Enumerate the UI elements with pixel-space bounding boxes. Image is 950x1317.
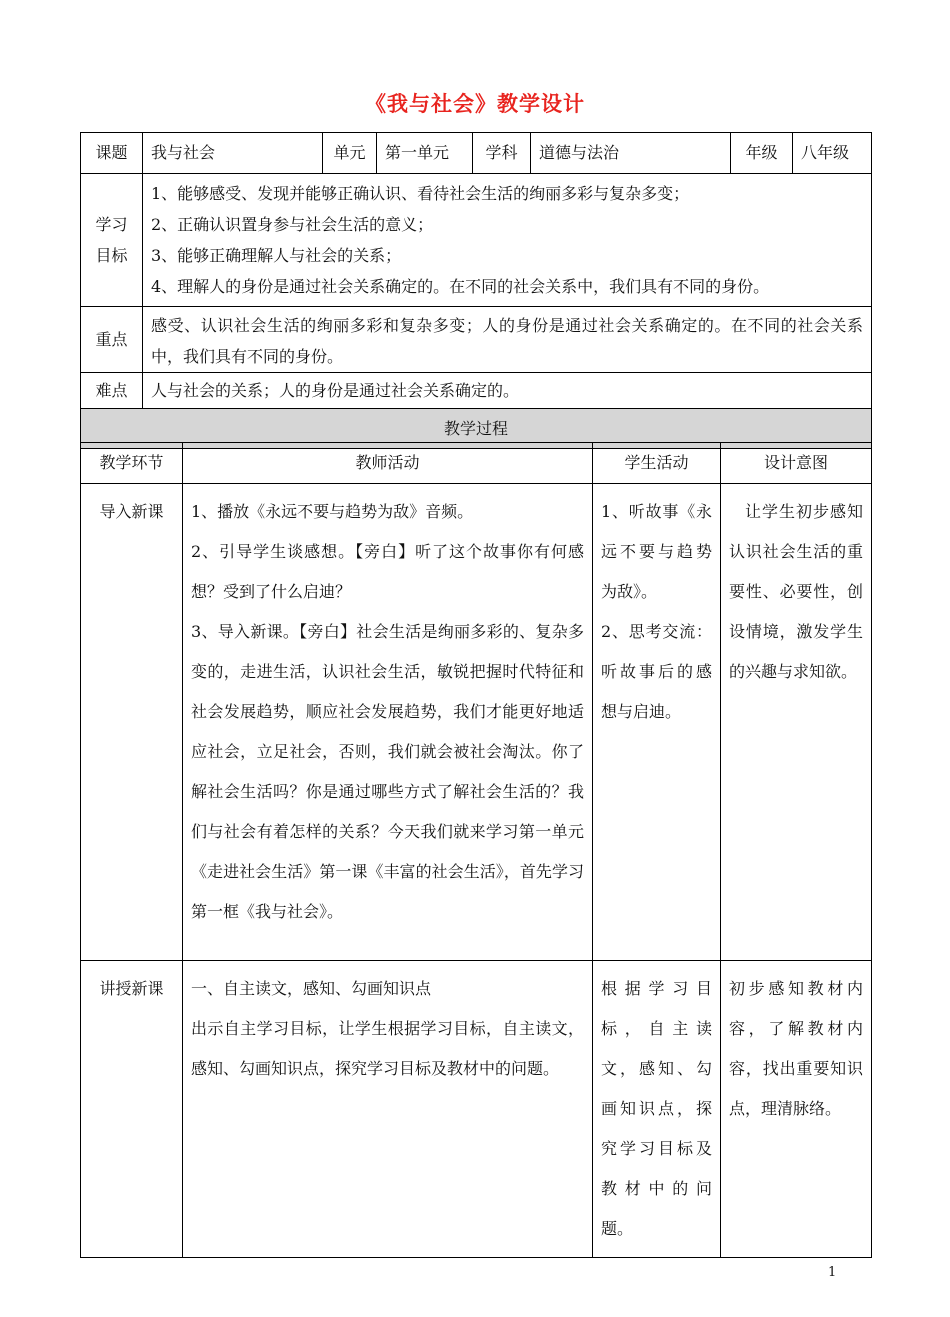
- goals-label: [81, 174, 143, 307]
- process-row-intro: [81, 484, 872, 961]
- teacher-activity-cell: [183, 961, 593, 1258]
- topic-label: 课题: [81, 133, 143, 174]
- goals-row: [81, 174, 872, 307]
- goal-item: 3、能够正确理解人与社会的关系；: [151, 246, 402, 265]
- page-number: 1: [828, 1265, 837, 1280]
- stage-cell: [81, 961, 183, 1258]
- goal-item: 2、正确认识置身参与社会生活的意义；: [151, 215, 434, 234]
- goal-item: 4、理解人的身份是通过社会关系确定的。在不同的社会关系中，我们具有不同的身份。: [151, 277, 770, 296]
- key-points-label: 重点: [81, 307, 143, 373]
- teacher-activity-item: 一、自主读文，感知、勾画知识点: [191, 979, 432, 998]
- teacher-activity-item: 出示自主学习目标，让学生根据学习目标，自主读文，感知、勾画知识点，探究学习目标及教材中的问题。: [191, 1019, 584, 1078]
- goal-item: 1、能够感受、发现并能够正确认识、看待社会生活的绚丽多彩与复杂多变；: [151, 184, 690, 203]
- process-column-headers: [81, 443, 872, 484]
- student-activity-item: 2、思考交流：听故事后的感想与启迪。: [601, 622, 712, 721]
- subject-label: 学科: [473, 133, 531, 174]
- design-intent-text: 初步感知教材内容，了解教材内容，找出重要知识点，理清脉络。: [729, 979, 863, 1118]
- design-intent-cell: [721, 484, 872, 961]
- col-header-student: 学生活动: [593, 443, 721, 484]
- grade-label: 年级: [731, 133, 793, 174]
- teaching-process-table: [80, 442, 872, 1258]
- col-header-teacher: 教师活动: [183, 443, 593, 484]
- document-title: 《我与社会》教学设计: [365, 91, 585, 116]
- design-intent-text: 让学生初步感知认识社会生活的重要性、必要性，创设情境，激发学生的兴趣与求知欲。: [729, 502, 863, 681]
- teacher-activity-item: 3、导入新课。【旁白】社会生活是绚丽多彩的、复杂多变的，走进生活，认识社会生活，敏锐把握时代特征和社会发展趋势，顺应社会发展趋势，我们才能更好地适应社会，立足社会，否则，我们就会被社会淘汰。你了解社会生活吗？你是通过哪些方式了解社会生活的？我们与社会有着怎样的关系？今天我们就来学习第一单元《走进社会生活》第一课《丰富的社会生活》，首先学习第一框《我与社会》。: [191, 622, 584, 921]
- lesson-info-table: [80, 132, 872, 449]
- design-intent-cell: [721, 961, 872, 1258]
- info-row: [81, 133, 872, 174]
- col-header-stage: 教学环节: [81, 443, 183, 484]
- process-row-teaching: [81, 961, 872, 1258]
- goals-label-line2: 目标: [95, 246, 128, 265]
- teacher-activity-cell: [183, 484, 593, 961]
- col-header-intent: 设计意图: [721, 443, 872, 484]
- teacher-activity-item: 1、播放《永远不要与趋势为敌》音频。: [191, 502, 474, 521]
- stage-name: 导入新课: [99, 502, 164, 521]
- stage-name: 讲授新课: [99, 979, 164, 998]
- unit-label: 单元: [323, 133, 377, 174]
- student-activity-cell: [593, 961, 721, 1258]
- teacher-activity-item: 2、引导学生谈感想。【旁白】听了这个故事你有何感想？受到了什么启迪？: [191, 542, 584, 601]
- topic-value: 我与社会: [143, 133, 323, 174]
- stage-cell: [81, 484, 183, 961]
- key-points-text: 感受、认识社会生活的绚丽多彩和复杂多变；人的身份是通过社会关系确定的。在不同的社会关系中，我们具有不同的身份。: [143, 307, 872, 373]
- process-section-title: 教学过程: [81, 409, 872, 449]
- unit-value: 第一单元: [377, 133, 473, 174]
- student-activity-cell: [593, 484, 721, 961]
- key-points-row: [81, 307, 872, 373]
- difficulties-label: 难点: [81, 373, 143, 409]
- difficulties-text: 人与社会的关系；人的身份是通过社会关系确定的。: [143, 373, 872, 409]
- student-activity-item: 根据学习目标，自主读文，感知、勾画知识点，探究学习目标及教材中的问题。: [601, 979, 712, 1238]
- difficulties-row: [81, 373, 872, 409]
- goals-list: [143, 174, 872, 307]
- student-activity-item: 1、听故事《永远不要与趋势为敌》。: [601, 502, 712, 601]
- grade-value: 八年级: [793, 133, 872, 174]
- goals-label-line1: 学习: [95, 215, 128, 234]
- subject-value: 道德与法治: [531, 133, 731, 174]
